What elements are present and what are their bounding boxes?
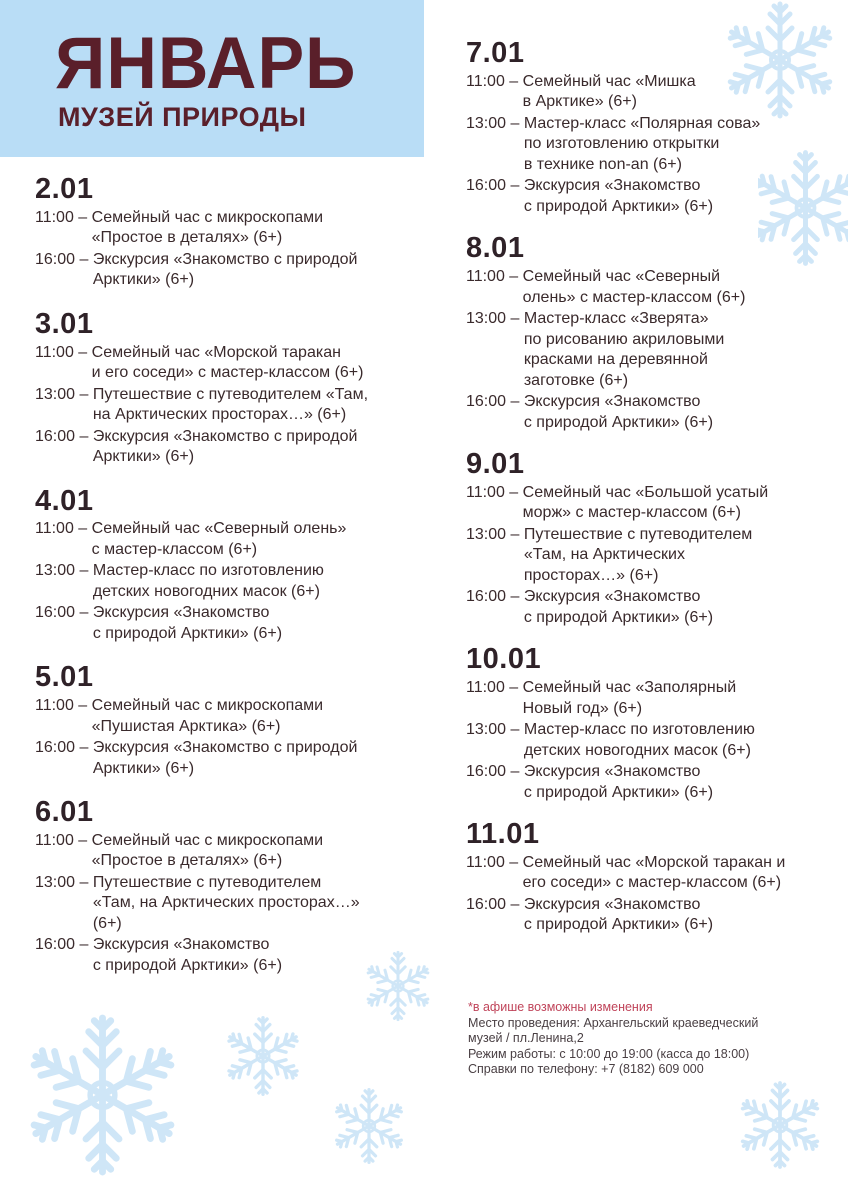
day-block: [35, 795, 415, 976]
snowflake-icon: [715, 0, 845, 120]
event-item: [35, 935, 415, 976]
event-description: Экскурсия «Знакомство с природой Арктики» (6+): [523, 895, 714, 934]
event-separator: –: [73, 343, 92, 361]
event-separator: –: [506, 588, 524, 606]
event-time: 11:00: [35, 697, 74, 715]
event-separator: –: [75, 936, 93, 954]
event-description: Экскурсия «Знакомство с природой Арктики» (6+): [92, 936, 283, 974]
event-time: 16:00: [466, 393, 507, 411]
event-separator: –: [504, 72, 523, 90]
snowflake-icon: [362, 950, 434, 1022]
event-separator: –: [75, 385, 93, 403]
event-separator: –: [506, 114, 524, 132]
event-time: 13:00: [35, 385, 76, 403]
day-block: [466, 817, 846, 936]
day-date: 3.01: [35, 307, 94, 340]
event-description: Путешествие с путеводителем «Там, на Арктических просторах…» (6+): [92, 385, 369, 424]
event-description: Экскурсия «Знакомство с природой Арктики» (6+): [523, 588, 714, 626]
event-description: Семейный час с микроскопами «Пушистая Арктика» (6+): [91, 697, 324, 735]
event-time: 11:00: [466, 483, 505, 501]
event-item: [466, 392, 846, 433]
event-item: [466, 853, 846, 894]
day-date: 2.01: [35, 173, 94, 205]
event-separator: –: [75, 562, 93, 580]
event-time: 16:00: [35, 604, 76, 622]
event-item: [35, 250, 415, 291]
event-time: 11:00: [35, 208, 74, 226]
event-separator: –: [75, 604, 93, 622]
event-time: 16:00: [466, 895, 507, 913]
event-separator: –: [75, 427, 93, 445]
snowflake-icon: [20, 1010, 185, 1180]
event-time: 11:00: [35, 831, 74, 849]
event-separator: –: [75, 250, 93, 268]
day-block: [35, 484, 415, 645]
day-block: [466, 642, 846, 803]
event-separator: –: [506, 525, 524, 543]
event-time: 11:00: [466, 853, 505, 871]
event-item: [35, 831, 415, 872]
event-description: Мастер-класс по изготовлению детских новогодних масок (6+): [523, 721, 755, 759]
event-separator: –: [73, 520, 92, 538]
event-time: 16:00: [35, 936, 76, 954]
event-description: Путешествие с путеводителем «Там, на Арктических просторах…» (6+): [92, 873, 360, 932]
event-description: Экскурсия «Знакомство с природой Арктики» (6+): [523, 393, 714, 431]
event-item: [35, 561, 415, 602]
event-separator: –: [506, 895, 524, 913]
event-time: 16:00: [35, 739, 76, 757]
event-item: [35, 519, 415, 560]
footer-note: *в афише возможны изменения: [468, 1000, 653, 1014]
event-item: [35, 385, 415, 426]
event-description: Семейный час «Северный олень» с мастер-классом (6+): [91, 520, 347, 558]
event-description: Экскурсия «Знакомство с природой Арктики» (6+): [523, 177, 714, 215]
event-description: Мастер-класс «Полярная сова» по изготовлению открытки в технике non-an (6+): [523, 114, 761, 173]
event-item: [466, 895, 846, 936]
event-description: Путешествие с путеводителем «Там, на Арктических просторах…» (6+): [523, 525, 753, 584]
day-date: 8.01: [466, 232, 525, 265]
footer-hours: Режим работы: с 10:00 до 19:00 (касса до 18:00): [468, 1046, 750, 1061]
day-date: 10.01: [466, 643, 542, 676]
event-separator: –: [504, 853, 523, 871]
event-separator: –: [504, 483, 523, 501]
snowflake-icon: [330, 1085, 408, 1167]
day-date: 11.01: [466, 818, 540, 851]
day-date: 9.01: [466, 448, 525, 481]
event-separator: –: [75, 739, 93, 757]
event-time: 13:00: [35, 873, 76, 891]
event-item: [35, 208, 415, 249]
event-time: 13:00: [466, 114, 507, 132]
event-item: [466, 525, 846, 587]
event-separator: –: [506, 177, 524, 195]
day-block: [35, 660, 415, 779]
event-item: [35, 427, 415, 468]
event-description: Экскурсия «Знакомство с природой Арктики» (6+): [92, 427, 358, 466]
snowflake-icon: [735, 1080, 825, 1170]
event-time: 11:00: [466, 268, 505, 286]
footer-phone: Справки по телефону: +7 (8182) 609 000: [468, 1062, 704, 1076]
event-item: [35, 603, 415, 644]
event-separator: –: [506, 721, 524, 739]
event-time: 11:00: [466, 72, 505, 90]
event-description: Мастер-класс «Зверята» по рисованию акриловыми красками на деревянной заготовке (6+): [523, 310, 725, 389]
footer-venue: Место проведения: Архангельский краеведческий музей / пл.Ленина,2: [468, 1015, 759, 1045]
event-separator: –: [504, 679, 523, 697]
event-separator: –: [73, 831, 92, 849]
day-date: 7.01: [466, 37, 525, 69]
event-item: [35, 873, 415, 935]
event-description: Семейный час «Северный олень» с мастер-классом (6+): [522, 268, 746, 306]
event-description: Семейный час с микроскопами «Простое в деталях» (6+): [91, 208, 324, 247]
event-description: Мастер-класс по изготовлению детских новогодних масок (6+): [92, 562, 324, 600]
event-separator: –: [506, 763, 524, 781]
event-description: Семейный час с микроскопами «Простое в деталях» (6+): [91, 831, 324, 870]
event-time: 16:00: [466, 177, 507, 195]
event-time: 13:00: [35, 562, 76, 580]
event-description: Семейный час «Морской таракан и его соседи» с мастер-классом (6+): [91, 343, 364, 382]
event-item: [466, 587, 846, 628]
event-description: Семейный час «Заполярный Новый год» (6+): [522, 679, 737, 717]
event-separator: –: [504, 268, 523, 286]
day-block: [35, 307, 415, 468]
snowflake-icon: [758, 148, 848, 268]
day-block: [35, 172, 415, 291]
event-description: Экскурсия «Знакомство с природой Арктики» (6+): [523, 763, 714, 801]
event-item: [35, 696, 415, 737]
event-item: [466, 267, 846, 308]
schedule-left-column: [35, 172, 415, 992]
day-date: 4.01: [35, 484, 94, 517]
event-time: 16:00: [35, 250, 76, 268]
event-description: Экскурсия «Знакомство с природой Арктики» (6+): [92, 739, 358, 777]
event-separator: –: [506, 393, 524, 411]
event-separator: –: [73, 208, 92, 226]
header-banner: [0, 0, 424, 157]
event-description: Экскурсия «Знакомство с природой Арктики» (6+): [92, 604, 283, 642]
day-block: [466, 447, 846, 628]
event-time: 13:00: [466, 721, 507, 739]
event-item: [35, 738, 415, 779]
event-description: Семейный час «Мишка в Арктике» (6+): [522, 72, 696, 111]
event-item: [466, 762, 846, 803]
event-item: [466, 309, 846, 391]
day-date: 5.01: [35, 661, 94, 694]
event-separator: –: [75, 873, 93, 891]
event-separator: –: [506, 310, 524, 328]
event-time: 13:00: [466, 525, 507, 543]
event-item: [466, 720, 846, 761]
footer-info: [468, 1000, 828, 1078]
event-time: 11:00: [35, 343, 74, 361]
event-item: [466, 678, 846, 719]
event-time: 16:00: [35, 427, 76, 445]
event-time: 13:00: [466, 310, 507, 328]
day-date: 6.01: [35, 796, 94, 829]
page-title: ЯНВАРЬ: [55, 22, 357, 104]
event-separator: –: [73, 697, 92, 715]
event-description: Экскурсия «Знакомство с природой Арктики» (6+): [92, 250, 358, 289]
event-item: [35, 343, 415, 384]
page-subtitle: МУЗЕЙ ПРИРОДЫ: [58, 102, 307, 132]
event-time: 16:00: [466, 763, 507, 781]
snowflake-icon: [222, 1015, 304, 1097]
event-time: 11:00: [466, 679, 505, 697]
event-description: Семейный час «Морской таракан и его соседи» с мастер-классом (6+): [522, 853, 786, 892]
event-time: 16:00: [466, 588, 507, 606]
event-time: 11:00: [35, 520, 74, 538]
event-item: [466, 483, 846, 524]
event-description: Семейный час «Большой усатый морж» с мастер-классом (6+): [522, 483, 769, 522]
